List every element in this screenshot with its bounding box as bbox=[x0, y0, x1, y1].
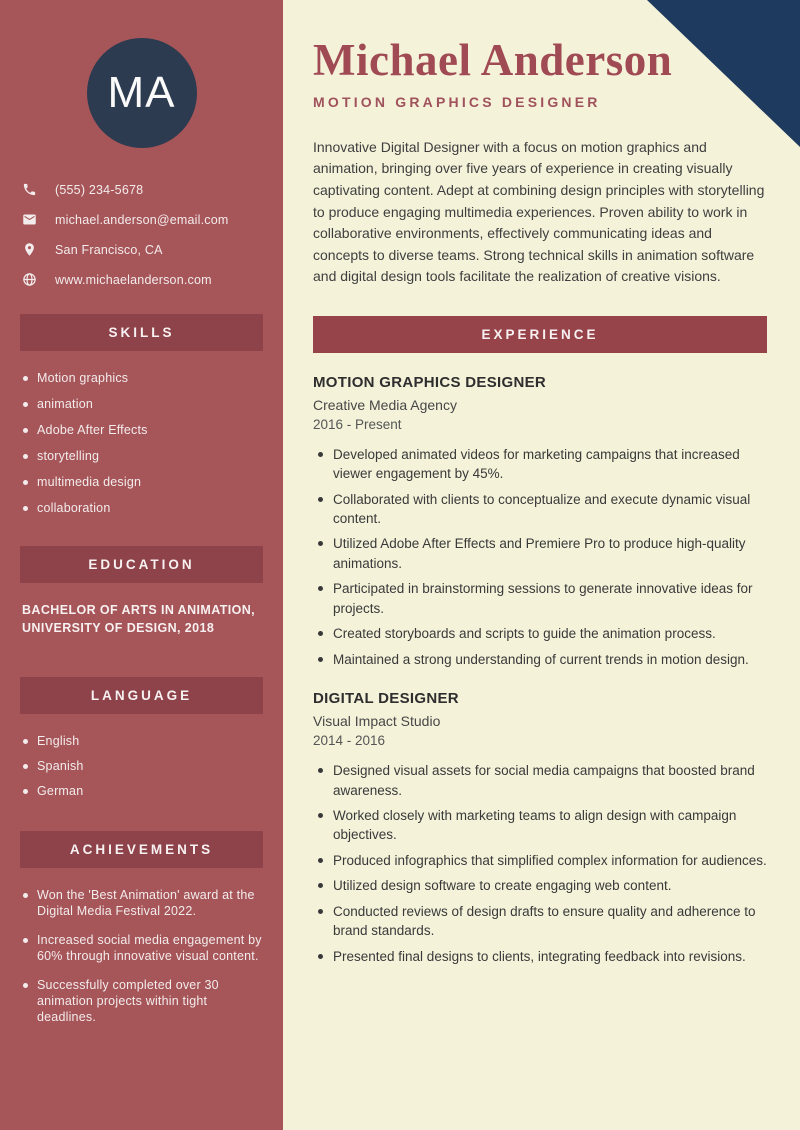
job-bullet: Conducted reviews of design drafts to ensure quality and adherence to brand standards. bbox=[313, 902, 767, 941]
language-item: German bbox=[20, 783, 263, 799]
contact-website: www.michaelanderson.com bbox=[55, 272, 212, 287]
skill-item: multimedia design bbox=[20, 474, 263, 490]
skill-item: animation bbox=[20, 396, 263, 412]
job-role: MOTION GRAPHICS DESIGNER bbox=[313, 373, 547, 391]
email-icon bbox=[22, 212, 37, 227]
skill-item: Adobe After Effects bbox=[20, 422, 263, 438]
language-item: English bbox=[20, 733, 263, 749]
achievements-list bbox=[20, 887, 263, 1025]
language-item: Spanish bbox=[20, 758, 263, 774]
job-bullet: Maintained a strong understanding of current trends in motion design. bbox=[313, 650, 767, 669]
contact-row-website bbox=[20, 272, 263, 287]
achievement-item: Won the 'Best Animation' award at the Digital Media Festival 2022. bbox=[20, 887, 263, 919]
person-job-title: MOTION GRAPHICS DESIGNER bbox=[313, 93, 601, 110]
job-company: Visual Impact Studio bbox=[313, 713, 441, 730]
skills-section-header: SKILLS bbox=[20, 314, 263, 351]
contact-row-phone bbox=[20, 182, 263, 197]
contact-location: San Francisco, CA bbox=[55, 242, 163, 257]
job-bullet: Created storyboards and scripts to guide the animation process. bbox=[313, 624, 767, 643]
profile-summary: Innovative Digital Designer with a focus on motion graphics and animation, bringing over five years of experience in creating visually captivating content. Adept at combining design principles with storytelling to produce engaging multimedia experiences. Proven ability to work in collaborative environments, effectively communicating ideas and concepts to diverse teams. Strong technical skills in animation software and digital design tools facilitate the realization of creative visions. bbox=[313, 138, 765, 285]
achievements-section-header: ACHIEVEMENTS bbox=[20, 831, 263, 868]
education-section-header: EDUCATION bbox=[20, 546, 263, 583]
job-bullet: Participated in brainstorming sessions to generate innovative ideas for projects. bbox=[313, 579, 767, 618]
languages-list bbox=[20, 733, 263, 799]
job-bullet: Collaborated with clients to conceptualize and execute dynamic visual content. bbox=[313, 490, 767, 529]
skill-item: collaboration bbox=[20, 500, 263, 516]
job-dates: 2016 - Present bbox=[313, 416, 402, 432]
job-bullet-list bbox=[313, 761, 767, 966]
person-name: Michael Anderson bbox=[313, 35, 673, 85]
job-entry-2 bbox=[313, 690, 767, 966]
contact-email: michael.anderson@email.com bbox=[55, 212, 229, 227]
avatar bbox=[87, 38, 197, 148]
achievement-item: Successfully completed over 30 animation projects within tight deadlines. bbox=[20, 977, 263, 1025]
avatar-initials: MA bbox=[107, 68, 176, 117]
skill-item: Motion graphics bbox=[20, 370, 263, 386]
education-degree: BACHELOR OF ARTS IN ANIMATION, UNIVERSITY OF DESIGN, 2018 bbox=[22, 603, 256, 635]
language-section-header: LANGUAGE bbox=[20, 677, 263, 714]
sidebar bbox=[0, 0, 283, 1130]
job-company: Creative Media Agency bbox=[313, 396, 457, 413]
contact-phone: (555) 234-5678 bbox=[55, 182, 144, 197]
contact-section bbox=[20, 182, 263, 287]
experience-section-header: EXPERIENCE bbox=[313, 316, 767, 353]
job-bullet: Utilized design software to create engaging web content. bbox=[313, 876, 767, 895]
job-bullet: Designed visual assets for social media campaigns that boosted brand awareness. bbox=[313, 761, 767, 800]
achievement-item: Increased social media engagement by 60% through innovative visual content. bbox=[20, 932, 263, 964]
job-entry-1 bbox=[313, 374, 767, 669]
skill-item: storytelling bbox=[20, 448, 263, 464]
contact-row-email bbox=[20, 212, 263, 227]
contact-row-location bbox=[20, 242, 263, 257]
main-column bbox=[283, 0, 800, 1130]
job-bullet: Worked closely with marketing teams to align design with campaign objectives. bbox=[313, 806, 767, 845]
globe-icon bbox=[22, 272, 37, 287]
job-bullet: Developed animated videos for marketing campaigns that increased viewer engagement by 45%. bbox=[313, 445, 767, 484]
job-bullet: Produced infographics that simplified complex information for audiences. bbox=[313, 851, 767, 870]
location-pin-icon bbox=[22, 242, 37, 257]
job-bullet-list bbox=[313, 445, 767, 669]
skills-list bbox=[20, 370, 263, 516]
job-bullet: Utilized Adobe After Effects and Premiere Pro to produce high-quality animations. bbox=[313, 534, 767, 573]
phone-icon bbox=[22, 182, 37, 197]
job-role: DIGITAL DESIGNER bbox=[313, 690, 459, 708]
job-bullet: Presented final designs to clients, integrating feedback into revisions. bbox=[313, 947, 767, 966]
job-dates: 2014 - 2016 bbox=[313, 733, 386, 749]
